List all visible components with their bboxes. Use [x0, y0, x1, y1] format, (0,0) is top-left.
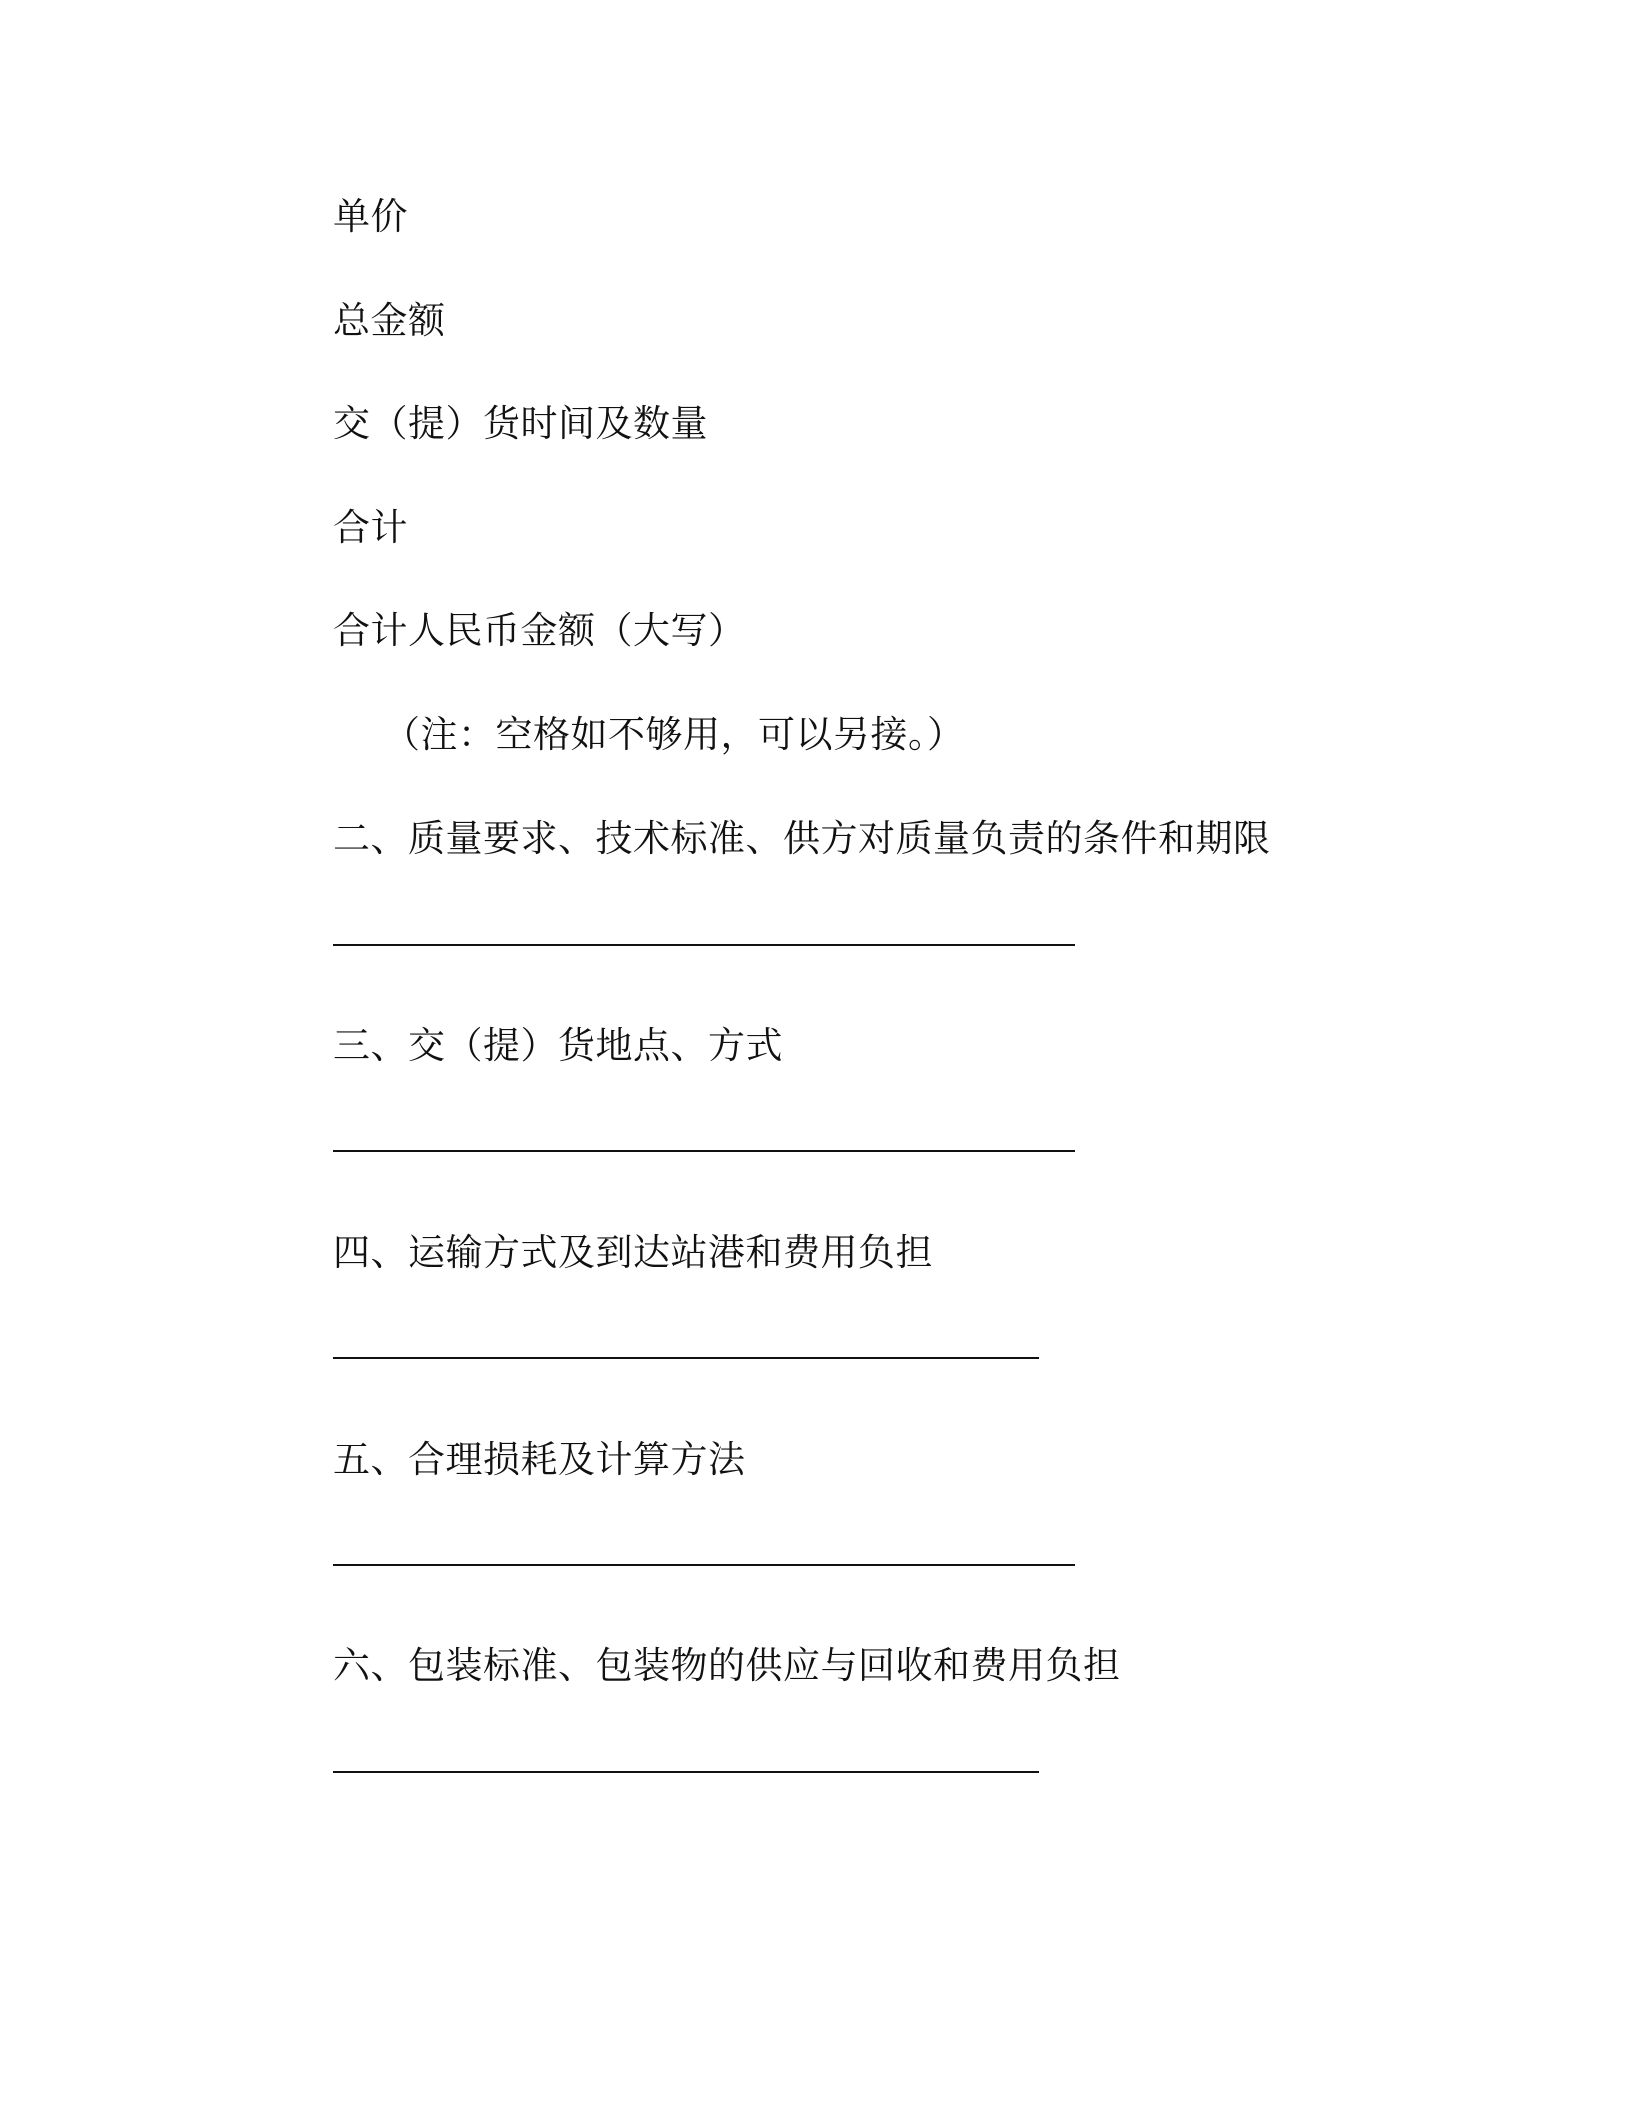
section-4-fill-line — [333, 1357, 1039, 1359]
section-5-fill-line — [333, 1564, 1075, 1566]
unit-price-label: 单价 — [333, 195, 408, 238]
section-2-heading: 二、质量要求、技术标准、供方对质量负责的条件和期限 — [333, 817, 1271, 860]
total-amount-label: 总金额 — [333, 299, 446, 342]
total-rmb-uppercase-label: 合计人民币金额（大写） — [333, 609, 746, 652]
section-4-heading: 四、运输方式及到达站港和费用负担 — [333, 1231, 933, 1274]
section-6-heading: 六、包装标准、包装物的供应与回收和费用负担 — [333, 1644, 1121, 1687]
section-3-fill-line — [333, 1150, 1075, 1152]
section-2-fill-line — [333, 944, 1075, 946]
section-3-heading: 三、交（提）货地点、方式 — [333, 1024, 783, 1067]
delivery-time-quantity-label: 交（提）货时间及数量 — [333, 402, 708, 445]
section-5-heading: 五、合理损耗及计算方法 — [333, 1438, 746, 1481]
note-text: （注：空格如不够用，可以另接。） — [383, 713, 965, 756]
section-6-fill-line — [333, 1771, 1039, 1773]
subtotal-label: 合计 — [333, 506, 408, 549]
